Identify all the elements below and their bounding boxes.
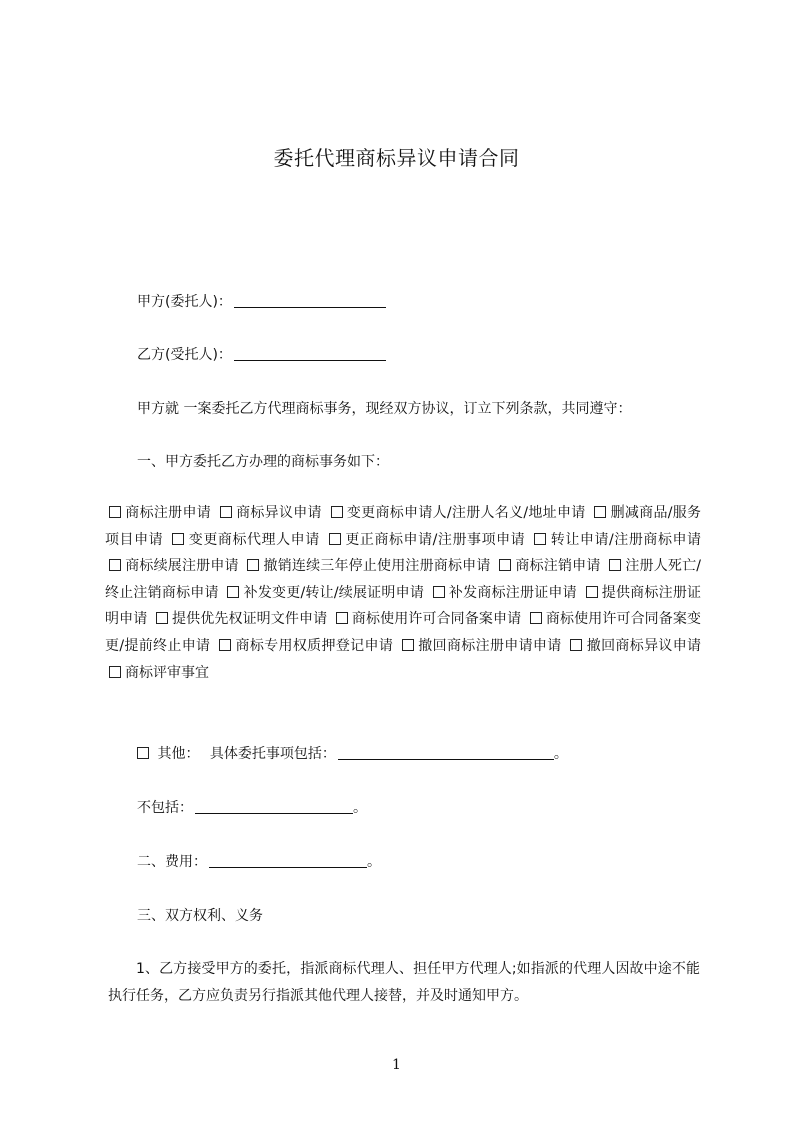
- party-a-label: 甲方(委托人)：: [137, 294, 232, 310]
- matter-checklist: [105, 500, 701, 686]
- matter-item: [566, 638, 701, 654]
- matter-item: [429, 585, 577, 601]
- intro-text: 甲方就 一案委托乙方代理商标事务，现经双方协议，订立下列条款，共同遵守：: [137, 401, 632, 417]
- checkbox[interactable]: [609, 559, 621, 571]
- matter-item: [530, 532, 701, 548]
- checkbox[interactable]: [534, 533, 546, 545]
- checkbox[interactable]: [220, 506, 232, 518]
- party-a-line: [137, 291, 386, 311]
- matter-item: [152, 611, 327, 627]
- fee-line: [137, 851, 381, 871]
- party-b-label: 乙方(受托人)：: [137, 347, 232, 363]
- matter-label: 撤回商标注册申请申请: [417, 637, 562, 654]
- matter-label: 商标注册申请: [125, 505, 212, 521]
- matter-label: 提供优先权证明文件申请: [171, 611, 328, 628]
- checkbox[interactable]: [499, 559, 511, 571]
- matter-label: 商标续展注册申请: [125, 558, 239, 575]
- fee-blank: [209, 853, 367, 868]
- other-line: [137, 743, 568, 763]
- matter-item: [216, 505, 322, 521]
- other-checkbox[interactable]: [137, 747, 149, 759]
- checkbox[interactable]: [329, 533, 341, 545]
- checkbox[interactable]: [586, 586, 598, 598]
- matter-item: [398, 638, 562, 654]
- matter-item: [325, 532, 525, 548]
- matter-label: 变更商标申请人/注册人名义/地址申请: [346, 505, 586, 521]
- checkbox[interactable]: [594, 506, 606, 518]
- checkbox[interactable]: [172, 533, 184, 545]
- matter-label: 撤回商标异议申请: [586, 637, 702, 654]
- party-b-line: [137, 344, 386, 364]
- matter-label: 补发商标注册证申请: [448, 584, 577, 601]
- matter-item: [327, 505, 586, 521]
- matter-item: [168, 532, 320, 548]
- section3-heading: 三、双方权利、义务: [137, 908, 263, 924]
- matter-label: 撤销连续三年停止使用注册商标申请: [263, 558, 491, 575]
- party-a-blank: [234, 293, 386, 308]
- other-label: 其他：: [157, 746, 200, 762]
- other-end: 。: [553, 746, 568, 762]
- checkbox[interactable]: [247, 559, 259, 571]
- matter-item: [215, 638, 393, 654]
- matter-label: 商标注销申请: [515, 558, 601, 575]
- matter-label: 删减商品/服务项目申请: [105, 505, 702, 548]
- matter-label: 更正商标申请/注册事项申请: [344, 531, 526, 548]
- matter-label: 注册人死亡/终止注销商标申请: [105, 558, 702, 601]
- fee-end: 。: [367, 854, 381, 870]
- exclude-end: 。: [353, 800, 367, 816]
- section1-heading: 一、甲方委托乙方办理的商标事务如下：: [137, 454, 389, 470]
- checkbox[interactable]: [109, 559, 121, 571]
- exclude-line: [137, 797, 367, 817]
- checkbox[interactable]: [570, 639, 582, 651]
- matter-label: 商标使用许可合同备案申请: [351, 611, 522, 628]
- exclude-blank: [195, 799, 353, 814]
- party-b-blank: [234, 346, 386, 361]
- matter-item: [223, 585, 424, 601]
- matter-item: [495, 558, 600, 574]
- matter-label: 商标评审事宜: [125, 664, 209, 681]
- other-detail-blank: [338, 745, 554, 760]
- matter-item: [105, 505, 211, 521]
- matter-label: 补发变更/转让/续展证明申请: [243, 584, 425, 601]
- checkbox[interactable]: [227, 586, 239, 598]
- checkbox[interactable]: [109, 506, 121, 518]
- matter-item: [332, 611, 521, 627]
- checkbox[interactable]: [336, 612, 348, 624]
- matter-label: 商标使用许可合同备案变更/提前终止申请: [105, 611, 702, 654]
- matter-label: 商标异议申请: [235, 505, 322, 521]
- checkbox[interactable]: [219, 639, 231, 651]
- other-detail-label: 具体委托事项包括：: [209, 746, 336, 762]
- matter-label: 变更商标代理人申请: [188, 531, 320, 548]
- matter-item: [105, 558, 239, 574]
- matter-label: 提供商标注册证明申请: [105, 584, 702, 628]
- matter-item: [105, 665, 209, 681]
- page-number: 1: [392, 1057, 401, 1073]
- matter-label: 商标专用权质押登记申请: [235, 637, 394, 654]
- checkbox[interactable]: [331, 506, 343, 518]
- checkbox[interactable]: [109, 666, 121, 678]
- checkbox[interactable]: [156, 612, 168, 624]
- checkbox[interactable]: [530, 612, 542, 624]
- exclude-label: 不包括：: [137, 800, 193, 816]
- checkbox[interactable]: [433, 586, 445, 598]
- checkbox[interactable]: [402, 639, 414, 651]
- clause-1: 1、乙方接受甲方的委托，指派商标代理人、担任甲方代理人;如指派的代理人因故中途不能执行任务，乙方应负责另行指派其他代理人接替，并及时通知甲方。: [108, 961, 700, 1004]
- matter-label: 转让申请/注册商标申请: [550, 531, 702, 548]
- document-title: 委托代理商标异议申请合同: [273, 146, 520, 170]
- fee-label: 二、费用：: [137, 854, 207, 870]
- matter-item: [243, 558, 490, 574]
